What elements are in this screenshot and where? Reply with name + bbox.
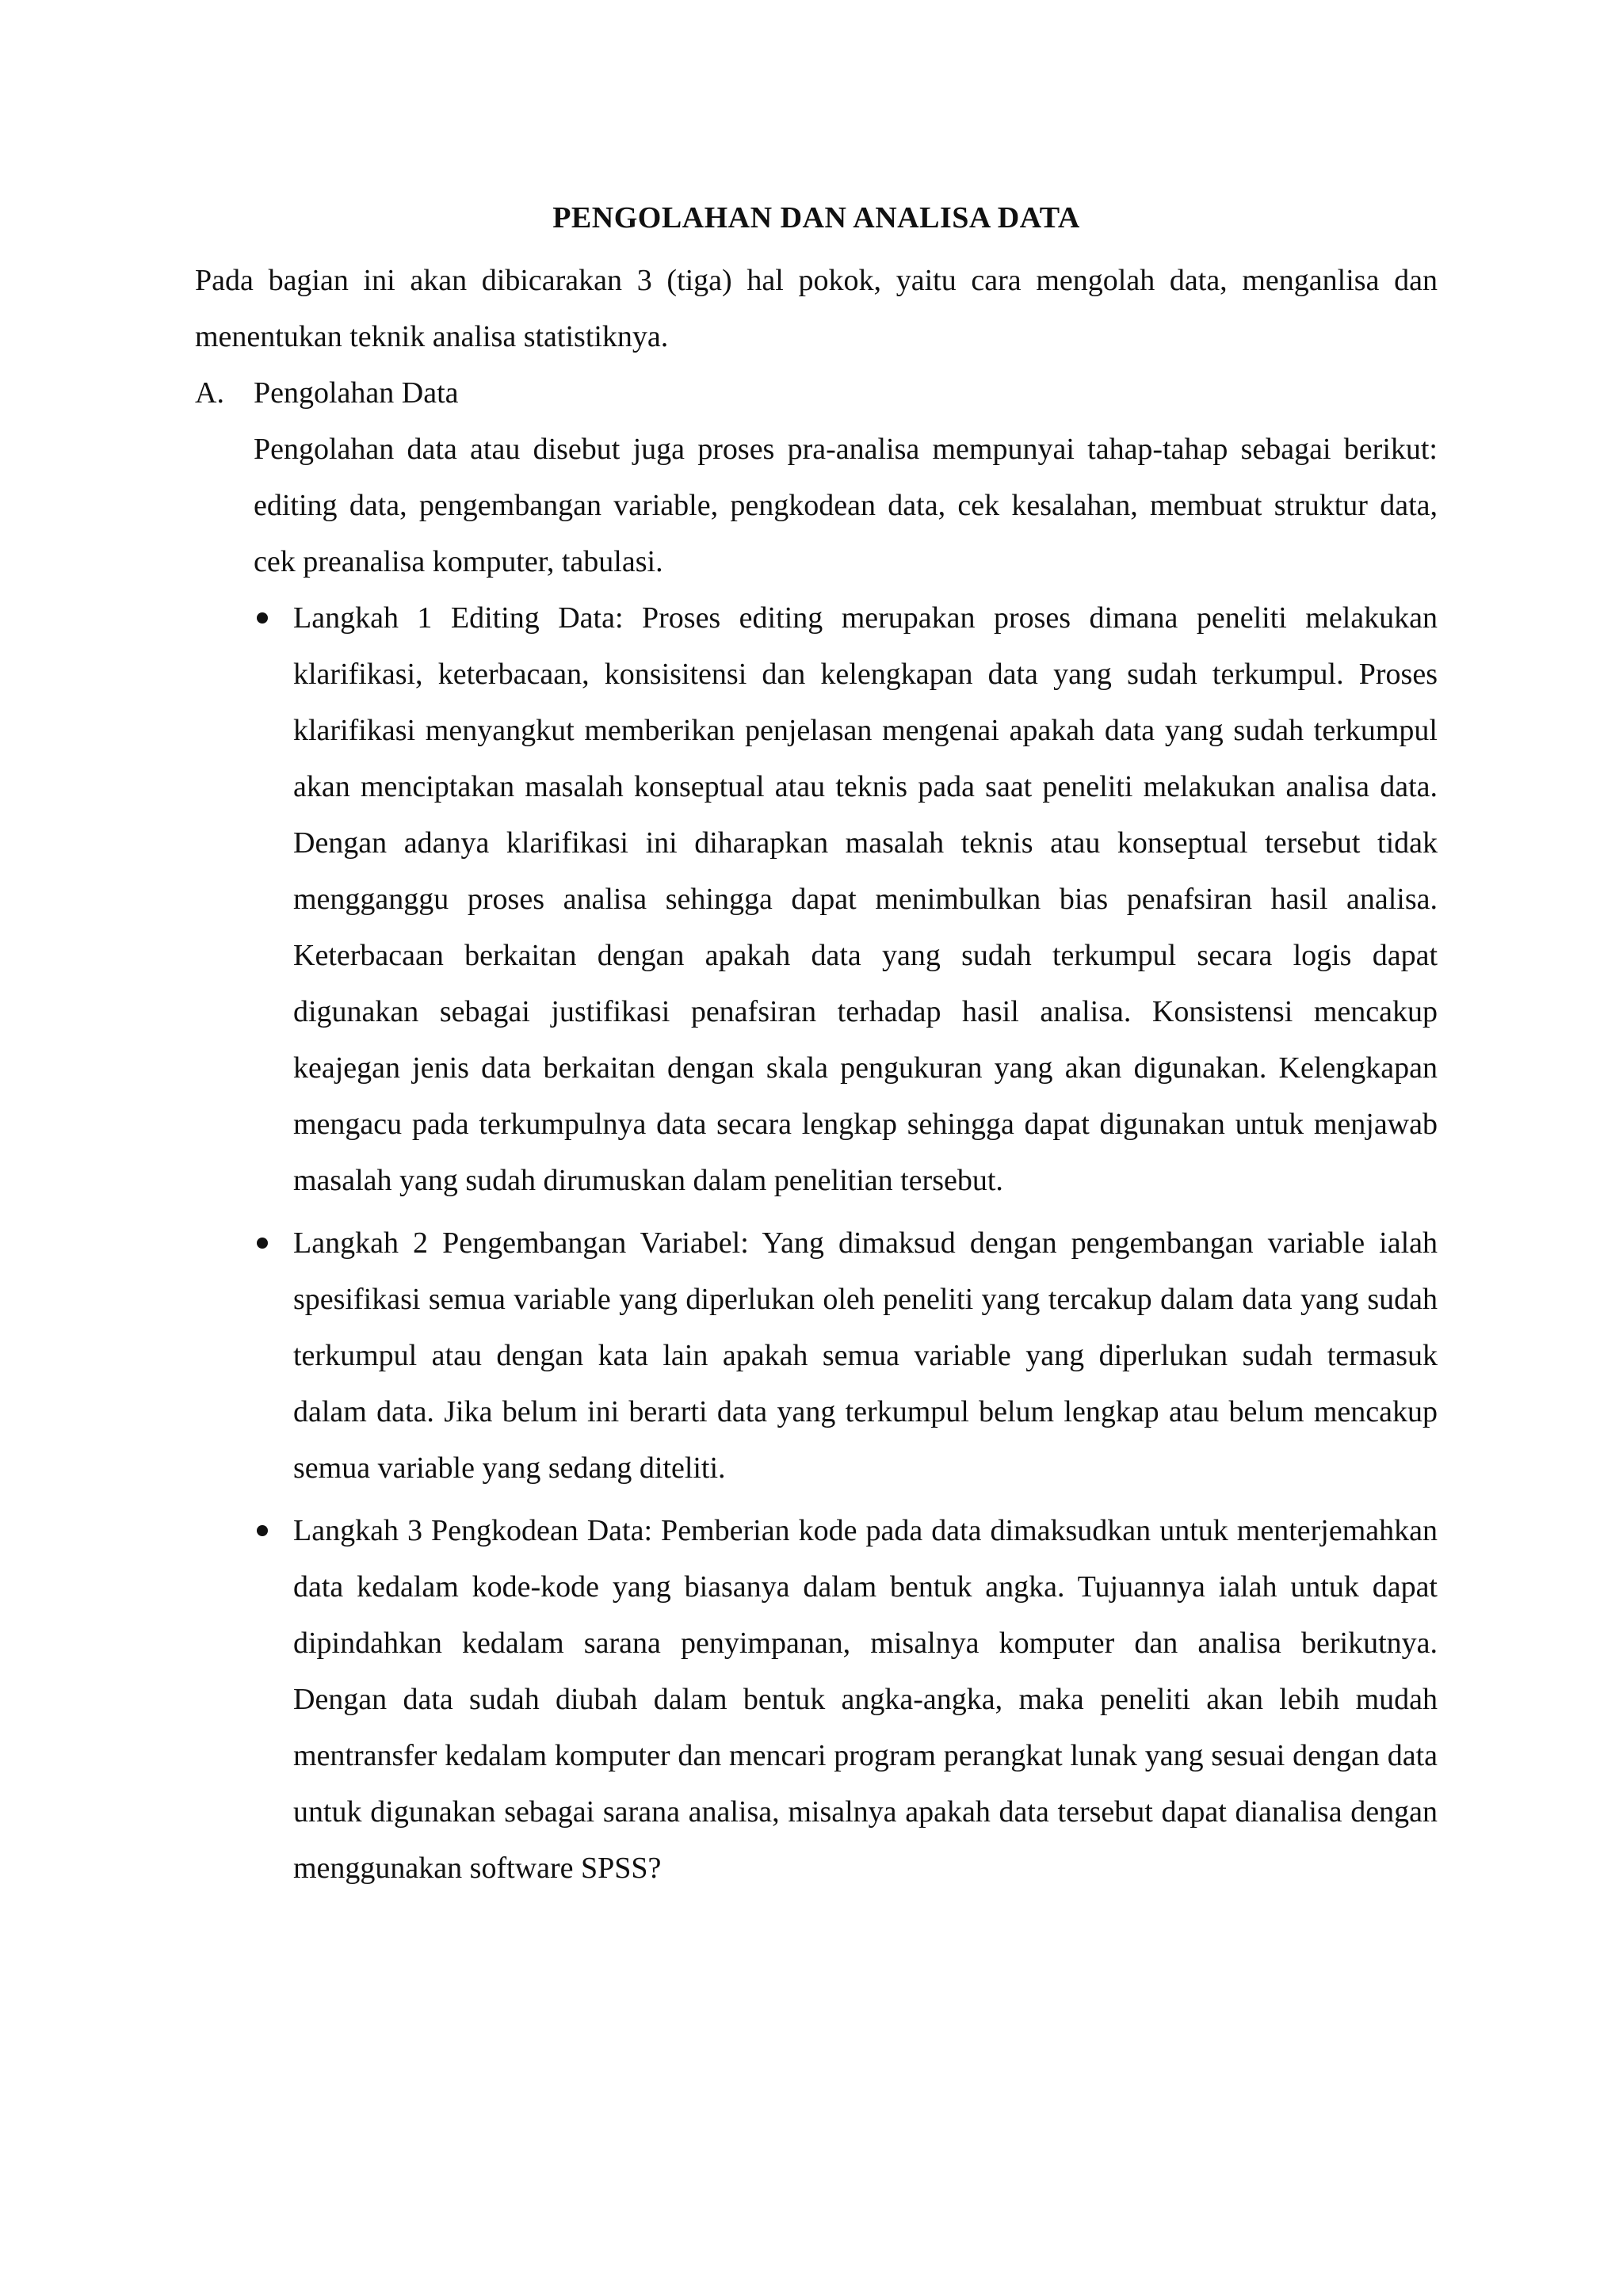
list-item-step-1 xyxy=(254,590,1438,1209)
list-item-step-3 xyxy=(254,1503,1438,1897)
step-1-text: Langkah 1 Editing Data: Proses editing merupakan proses dimana peneliti melakukan klarifikasi, keterbacaan, konsisitensi dan kelengkapan data yang sudah terkumpul. Proses klarifikasi menyangkut memberikan penjelasan mengenai apakah data yang sudah terkumpul akan menciptakan masalah konseptual atau teknis pada saat peneliti melakukan analisa data. Dengan adanya klarifikasi ini diharapkan masalah teknis atau konseptual tersebut tidak mengganggu proses analisa sehingga dapat menimbulkan bias penafsiran hasil analisa. Keterbacaan berkaitan dengan apakah data yang sudah terkumpul secara logis dapat digunakan sebagai justifikasi penafsiran terhadap hasil analisa. Konsistensi mencakup keajegan jenis data berkaitan dengan skala pengukuran yang akan digunakan. Kelengkapan mengacu pada terkumpulnya data secara lengkap sehingga dapat digunakan untuk menjawab masalah yang sudah dirumuskan dalam penelitian tersebut. xyxy=(293,601,1438,1197)
bullet-icon xyxy=(257,612,268,624)
bullet-icon xyxy=(257,1238,268,1249)
intro-paragraph: Pada bagian ini akan dibicarakan 3 (tiga) hal pokok, yaitu cara mengolah data, menganlisa dan menentukan teknik analisa statistiknya. xyxy=(195,264,1438,353)
section-a-paragraph: Pengolahan data atau disebut juga proses pra-analisa mempunyai tahap-tahap sebagai berikut: editing data, pengembangan variable, pengkodean data, cek kesalahan, membuat struktur data, cek preanalisa komputer, tabulasi. xyxy=(254,433,1438,578)
section-a-heading xyxy=(195,365,1438,421)
section-a-marker: A. xyxy=(195,376,224,410)
bullet-icon xyxy=(257,1525,268,1536)
section-a-body xyxy=(254,421,1438,1897)
step-2-text: Langkah 2 Pengembangan Variabel: Yang dimaksud dengan pengembangan variable ialah spesifikasi semua variable yang diperlukan oleh peneliti yang tercakup dalam data yang sudah terkumpul atau dengan kata lain apakah semua variable yang diperlukan sudah termasuk dalam data. Jika belum ini berarti data yang terkumpul belum lengkap atau belum mencakup semua variable yang sedang diteliti. xyxy=(293,1226,1438,1485)
section-a-title: Pengolahan Data xyxy=(254,376,459,410)
page-title: PENGOLAHAN DAN ANALISA DATA xyxy=(552,201,1080,235)
step-3-text: Langkah 3 Pengkodean Data: Pemberian kode pada data dimaksudkan untuk menterjemahkan data kedalam kode-kode yang biasanya dalam bentuk angka. Tujuannya ialah untuk dapat dipindahkan kedalam sarana penyimpanan, misalnya komputer dan analisa berikutnya. Dengan data sudah diubah dalam bentuk angka-angka, maka peneliti akan lebih mudah mentransfer kedalam komputer dan mencari program perangkat lunak yang sesuai dengan data untuk digunakan sebagai sarana analisa, misalnya apakah data tersebut dapat dianalisa dengan menggunakan software SPSS? xyxy=(293,1514,1438,1885)
list-item-step-2 xyxy=(254,1215,1438,1497)
document-content xyxy=(195,190,1438,1903)
steps-list xyxy=(254,590,1438,1897)
